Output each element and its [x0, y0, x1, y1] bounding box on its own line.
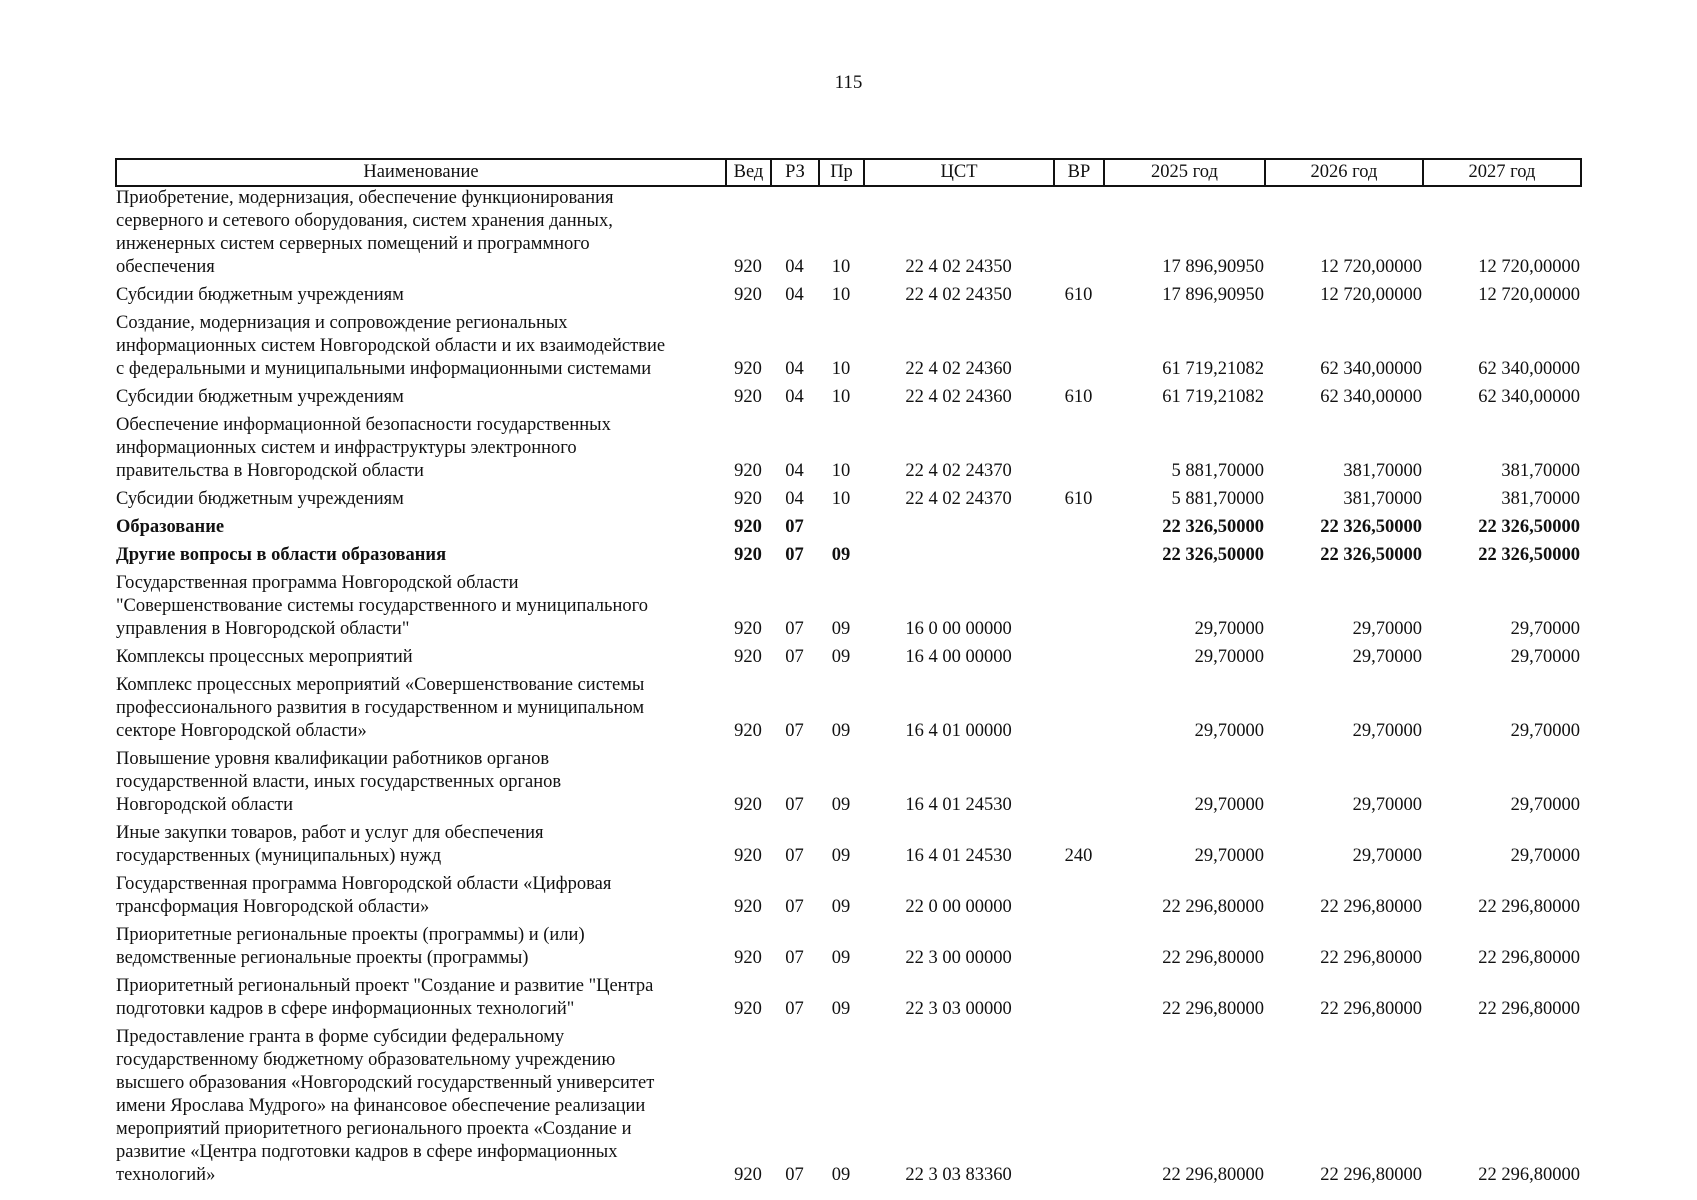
cell-2026: 22 326,50000 [1320, 517, 1422, 537]
cell-ved: 920 [734, 461, 762, 481]
cell-2025: 29,70000 [1194, 846, 1264, 866]
cell-vr [1054, 516, 1104, 544]
cell-2025: 29,70000 [1194, 721, 1264, 741]
cell-rz: 07 [785, 999, 804, 1019]
table-row [116, 1026, 1581, 1192]
cell-2027: 12 720,00000 [1478, 285, 1580, 305]
cell-2025: 22 296,80000 [1162, 948, 1264, 968]
cell-pr: 09 [831, 948, 851, 968]
cell-ved: 920 [734, 897, 762, 917]
cell-ved: 920 [734, 619, 762, 639]
table-row [116, 674, 1581, 748]
cell-pr [819, 516, 864, 544]
cell-2027: 29,70000 [1510, 721, 1580, 741]
table-row [116, 186, 1581, 284]
cell-vr: 240 [1064, 846, 1093, 866]
cell-2025: 61 719,21082 [1162, 359, 1264, 379]
cell-pr: 10 [831, 257, 851, 277]
table-row [116, 924, 1581, 975]
cell-2026: 12 720,00000 [1320, 285, 1422, 305]
cell-ved: 920 [734, 489, 762, 509]
cell-2027: 62 340,00000 [1478, 359, 1580, 379]
cell-cst: 16 4 01 00000 [905, 721, 1012, 741]
cell-cst: 16 0 00 00000 [905, 619, 1012, 639]
header-cst: ЦСТ [864, 159, 1054, 186]
cell-pr: 10 [831, 359, 851, 379]
table-row [116, 646, 1581, 674]
header-2027: 2027 год [1423, 159, 1581, 186]
cell-rz: 07 [785, 1165, 804, 1185]
cell-2027: 29,70000 [1510, 846, 1580, 866]
cell-name: Комплексы процессных мероприятий [116, 647, 413, 667]
header-name: Наименование [116, 159, 726, 186]
cell-2025: 22 326,50000 [1162, 517, 1264, 537]
cell-2027: 22 296,80000 [1478, 948, 1580, 968]
cell-rz: 07 [785, 545, 804, 565]
budget-table [115, 158, 1582, 1192]
cell-2026: 12 720,00000 [1320, 257, 1422, 277]
cell-name: Обеспечение информационной безопасности государственных информационных систем и инфраструктуры электронного правительства в Новгородской области [116, 415, 611, 481]
cell-2026: 29,70000 [1352, 647, 1422, 667]
cell-ved: 920 [734, 795, 762, 815]
cell-vr [1054, 873, 1104, 924]
cell-vr: 610 [1064, 387, 1093, 407]
cell-vr [1054, 312, 1104, 386]
cell-rz: 07 [785, 647, 804, 667]
cell-2026: 29,70000 [1352, 721, 1422, 741]
cell-rz: 04 [785, 285, 804, 305]
table-row [116, 572, 1581, 646]
cell-2025: 17 896,90950 [1162, 257, 1264, 277]
cell-2026: 29,70000 [1352, 846, 1422, 866]
table-row [116, 748, 1581, 822]
cell-name: Субсидии бюджетным учреждениям [116, 387, 404, 407]
cell-2027: 22 296,80000 [1478, 897, 1580, 917]
cell-vr [1054, 1026, 1104, 1192]
cell-2025: 22 296,80000 [1162, 897, 1264, 917]
cell-pr: 10 [831, 489, 851, 509]
cell-name: Комплекс процессных мероприятий «Совершенствование системы профессионального развития в государственном и муниципальном секторе Новгородской области» [116, 675, 645, 741]
page-number: 115 [834, 72, 863, 93]
cell-2027: 22 296,80000 [1478, 1165, 1580, 1185]
cell-2025: 17 896,90950 [1162, 285, 1264, 305]
cell-2027: 29,70000 [1510, 795, 1580, 815]
cell-ved: 920 [734, 517, 762, 537]
cell-2026: 29,70000 [1352, 619, 1422, 639]
cell-pr: 10 [831, 285, 851, 305]
cell-vr [1054, 544, 1104, 572]
cell-name: Приобретение, модернизация, обеспечение функционирования серверного и сетевого оборудования, систем хранения данных, инженерных систем серверных помещений и программного обеспечения [116, 188, 614, 277]
cell-name: Субсидии бюджетным учреждениям [116, 489, 404, 509]
cell-2025: 5 881,70000 [1171, 489, 1264, 509]
cell-2026: 62 340,00000 [1320, 359, 1422, 379]
cell-2026: 22 296,80000 [1320, 1165, 1422, 1185]
cell-vr [1054, 748, 1104, 822]
cell-vr [1054, 186, 1104, 284]
cell-cst: 22 3 00 00000 [905, 948, 1012, 968]
cell-2026: 381,70000 [1343, 489, 1422, 509]
table-row [116, 975, 1581, 1026]
cell-cst [864, 544, 1054, 572]
cell-cst: 22 4 02 24350 [905, 257, 1012, 277]
cell-name: Создание, модернизация и сопровождение региональных информационных систем Новгородской области и их взаимодействие с федеральными и муниципальными информационными системами [116, 313, 666, 379]
header-2025: 2025 год [1104, 159, 1265, 186]
cell-cst: 22 0 00 00000 [905, 897, 1012, 917]
cell-vr [1054, 414, 1104, 488]
cell-pr: 09 [831, 846, 851, 866]
table-header-row [116, 159, 1581, 186]
cell-rz: 04 [785, 461, 804, 481]
table-row [116, 284, 1581, 312]
cell-ved: 920 [734, 999, 762, 1019]
header-rz: РЗ [771, 159, 819, 186]
cell-pr: 09 [831, 1165, 851, 1185]
cell-2027: 22 296,80000 [1478, 999, 1580, 1019]
cell-2025: 22 296,80000 [1162, 999, 1264, 1019]
cell-pr: 09 [831, 647, 851, 667]
cell-2025: 29,70000 [1194, 619, 1264, 639]
cell-2027: 62 340,00000 [1478, 387, 1580, 407]
cell-name: Образование [116, 517, 225, 537]
header-vr: ВР [1054, 159, 1104, 186]
cell-ved: 920 [734, 285, 762, 305]
cell-rz: 07 [785, 897, 804, 917]
cell-pr: 10 [831, 387, 851, 407]
cell-rz: 04 [785, 489, 804, 509]
cell-2027: 22 326,50000 [1478, 517, 1580, 537]
cell-2025: 22 296,80000 [1162, 1165, 1264, 1185]
cell-rz: 04 [785, 387, 804, 407]
cell-pr: 10 [831, 461, 851, 481]
cell-rz: 07 [785, 619, 804, 639]
cell-cst: 16 4 01 24530 [905, 846, 1012, 866]
cell-2025: 61 719,21082 [1162, 387, 1264, 407]
cell-name: Государственная программа Новгородской области "Совершенствование системы государственного и муниципального управления в Новгородской области" [116, 573, 648, 639]
table-row [116, 414, 1581, 488]
cell-vr [1054, 975, 1104, 1026]
cell-ved: 920 [734, 545, 762, 565]
cell-2027: 381,70000 [1501, 489, 1580, 509]
cell-2025: 29,70000 [1194, 795, 1264, 815]
cell-ved: 920 [734, 257, 762, 277]
header-pr: Пр [819, 159, 864, 186]
cell-rz: 04 [785, 359, 804, 379]
cell-vr [1054, 572, 1104, 646]
cell-2027: 381,70000 [1501, 461, 1580, 481]
cell-rz: 07 [785, 517, 804, 537]
cell-2026: 62 340,00000 [1320, 387, 1422, 407]
cell-ved: 920 [734, 387, 762, 407]
cell-vr [1054, 924, 1104, 975]
cell-vr [1054, 646, 1104, 674]
cell-pr: 09 [831, 897, 851, 917]
cell-2026: 22 326,50000 [1320, 545, 1422, 565]
cell-name: Приоритетные региональные проекты (программы) и (или) ведомственные региональные проекты (программы) [116, 925, 585, 968]
cell-cst: 22 4 02 24360 [905, 387, 1012, 407]
cell-name: Субсидии бюджетным учреждениям [116, 285, 404, 305]
cell-ved: 920 [734, 359, 762, 379]
cell-2027: 22 326,50000 [1478, 545, 1580, 565]
cell-cst: 22 4 02 24360 [905, 359, 1012, 379]
cell-2025: 29,70000 [1194, 647, 1264, 667]
cell-rz: 07 [785, 846, 804, 866]
cell-name: Иные закупки товаров, работ и услуг для обеспечения государственных (муниципальных) нужд [116, 823, 544, 866]
cell-pr: 09 [831, 721, 851, 741]
cell-pr: 09 [831, 795, 851, 815]
cell-2026: 22 296,80000 [1320, 948, 1422, 968]
cell-2025: 22 326,50000 [1162, 545, 1264, 565]
table-row [116, 822, 1581, 873]
table-body [116, 186, 1581, 1192]
cell-name: Повышение уровня квалификации работников органов государственной власти, иных государственных органов Новгородской области [116, 749, 562, 815]
cell-name: Государственная программа Новгородской области «Цифровая трансформация Новгородской области» [116, 874, 612, 917]
cell-pr: 09 [831, 999, 851, 1019]
table-row [116, 312, 1581, 386]
cell-2026: 22 296,80000 [1320, 897, 1422, 917]
cell-2025: 5 881,70000 [1171, 461, 1264, 481]
table-row [116, 544, 1581, 572]
cell-rz: 07 [785, 721, 804, 741]
cell-name: Приоритетный региональный проект "Создание и развитие "Центра подготовки кадров в сфере информационных технологий" [116, 976, 654, 1019]
cell-2027: 12 720,00000 [1478, 257, 1580, 277]
cell-cst [864, 516, 1054, 544]
cell-ved: 920 [734, 647, 762, 667]
cell-cst: 22 4 02 24370 [905, 461, 1012, 481]
cell-vr: 610 [1064, 489, 1093, 509]
cell-cst: 22 4 02 24350 [905, 285, 1012, 305]
cell-cst: 22 4 02 24370 [905, 489, 1012, 509]
table-row [116, 488, 1581, 516]
cell-rz: 07 [785, 795, 804, 815]
cell-cst: 22 3 03 00000 [905, 999, 1012, 1019]
cell-cst: 16 4 00 00000 [905, 647, 1012, 667]
cell-vr: 610 [1064, 285, 1093, 305]
cell-name: Предоставление гранта в форме субсидии федеральному государственному бюджетному образовательному учреждению высшего образования «Новгородский государственный университет имени Ярослава Мудрого» на финансовое обеспечение реализации мероприятий приоритетного регионального проекта «Создание и развитие «Центра подготовки кадров в сфере информационных технологий» [116, 1027, 655, 1185]
cell-cst: 22 3 03 83360 [905, 1165, 1012, 1185]
cell-2027: 29,70000 [1510, 647, 1580, 667]
cell-vr [1054, 674, 1104, 748]
cell-name: Другие вопросы в области образования [116, 545, 447, 565]
header-ved: Вед [726, 159, 771, 186]
cell-2026: 22 296,80000 [1320, 999, 1422, 1019]
cell-ved: 920 [734, 1165, 762, 1185]
table-row [116, 516, 1581, 544]
cell-pr: 09 [831, 545, 851, 565]
cell-ved: 920 [734, 721, 762, 741]
cell-2026: 29,70000 [1352, 795, 1422, 815]
cell-ved: 920 [734, 948, 762, 968]
table-row [116, 873, 1581, 924]
cell-ved: 920 [734, 846, 762, 866]
cell-rz: 04 [785, 257, 804, 277]
cell-pr: 09 [831, 619, 851, 639]
cell-2027: 29,70000 [1510, 619, 1580, 639]
cell-2026: 381,70000 [1343, 461, 1422, 481]
cell-cst: 16 4 01 24530 [905, 795, 1012, 815]
table-row [116, 386, 1581, 414]
cell-rz: 07 [785, 948, 804, 968]
header-2026: 2026 год [1265, 159, 1423, 186]
